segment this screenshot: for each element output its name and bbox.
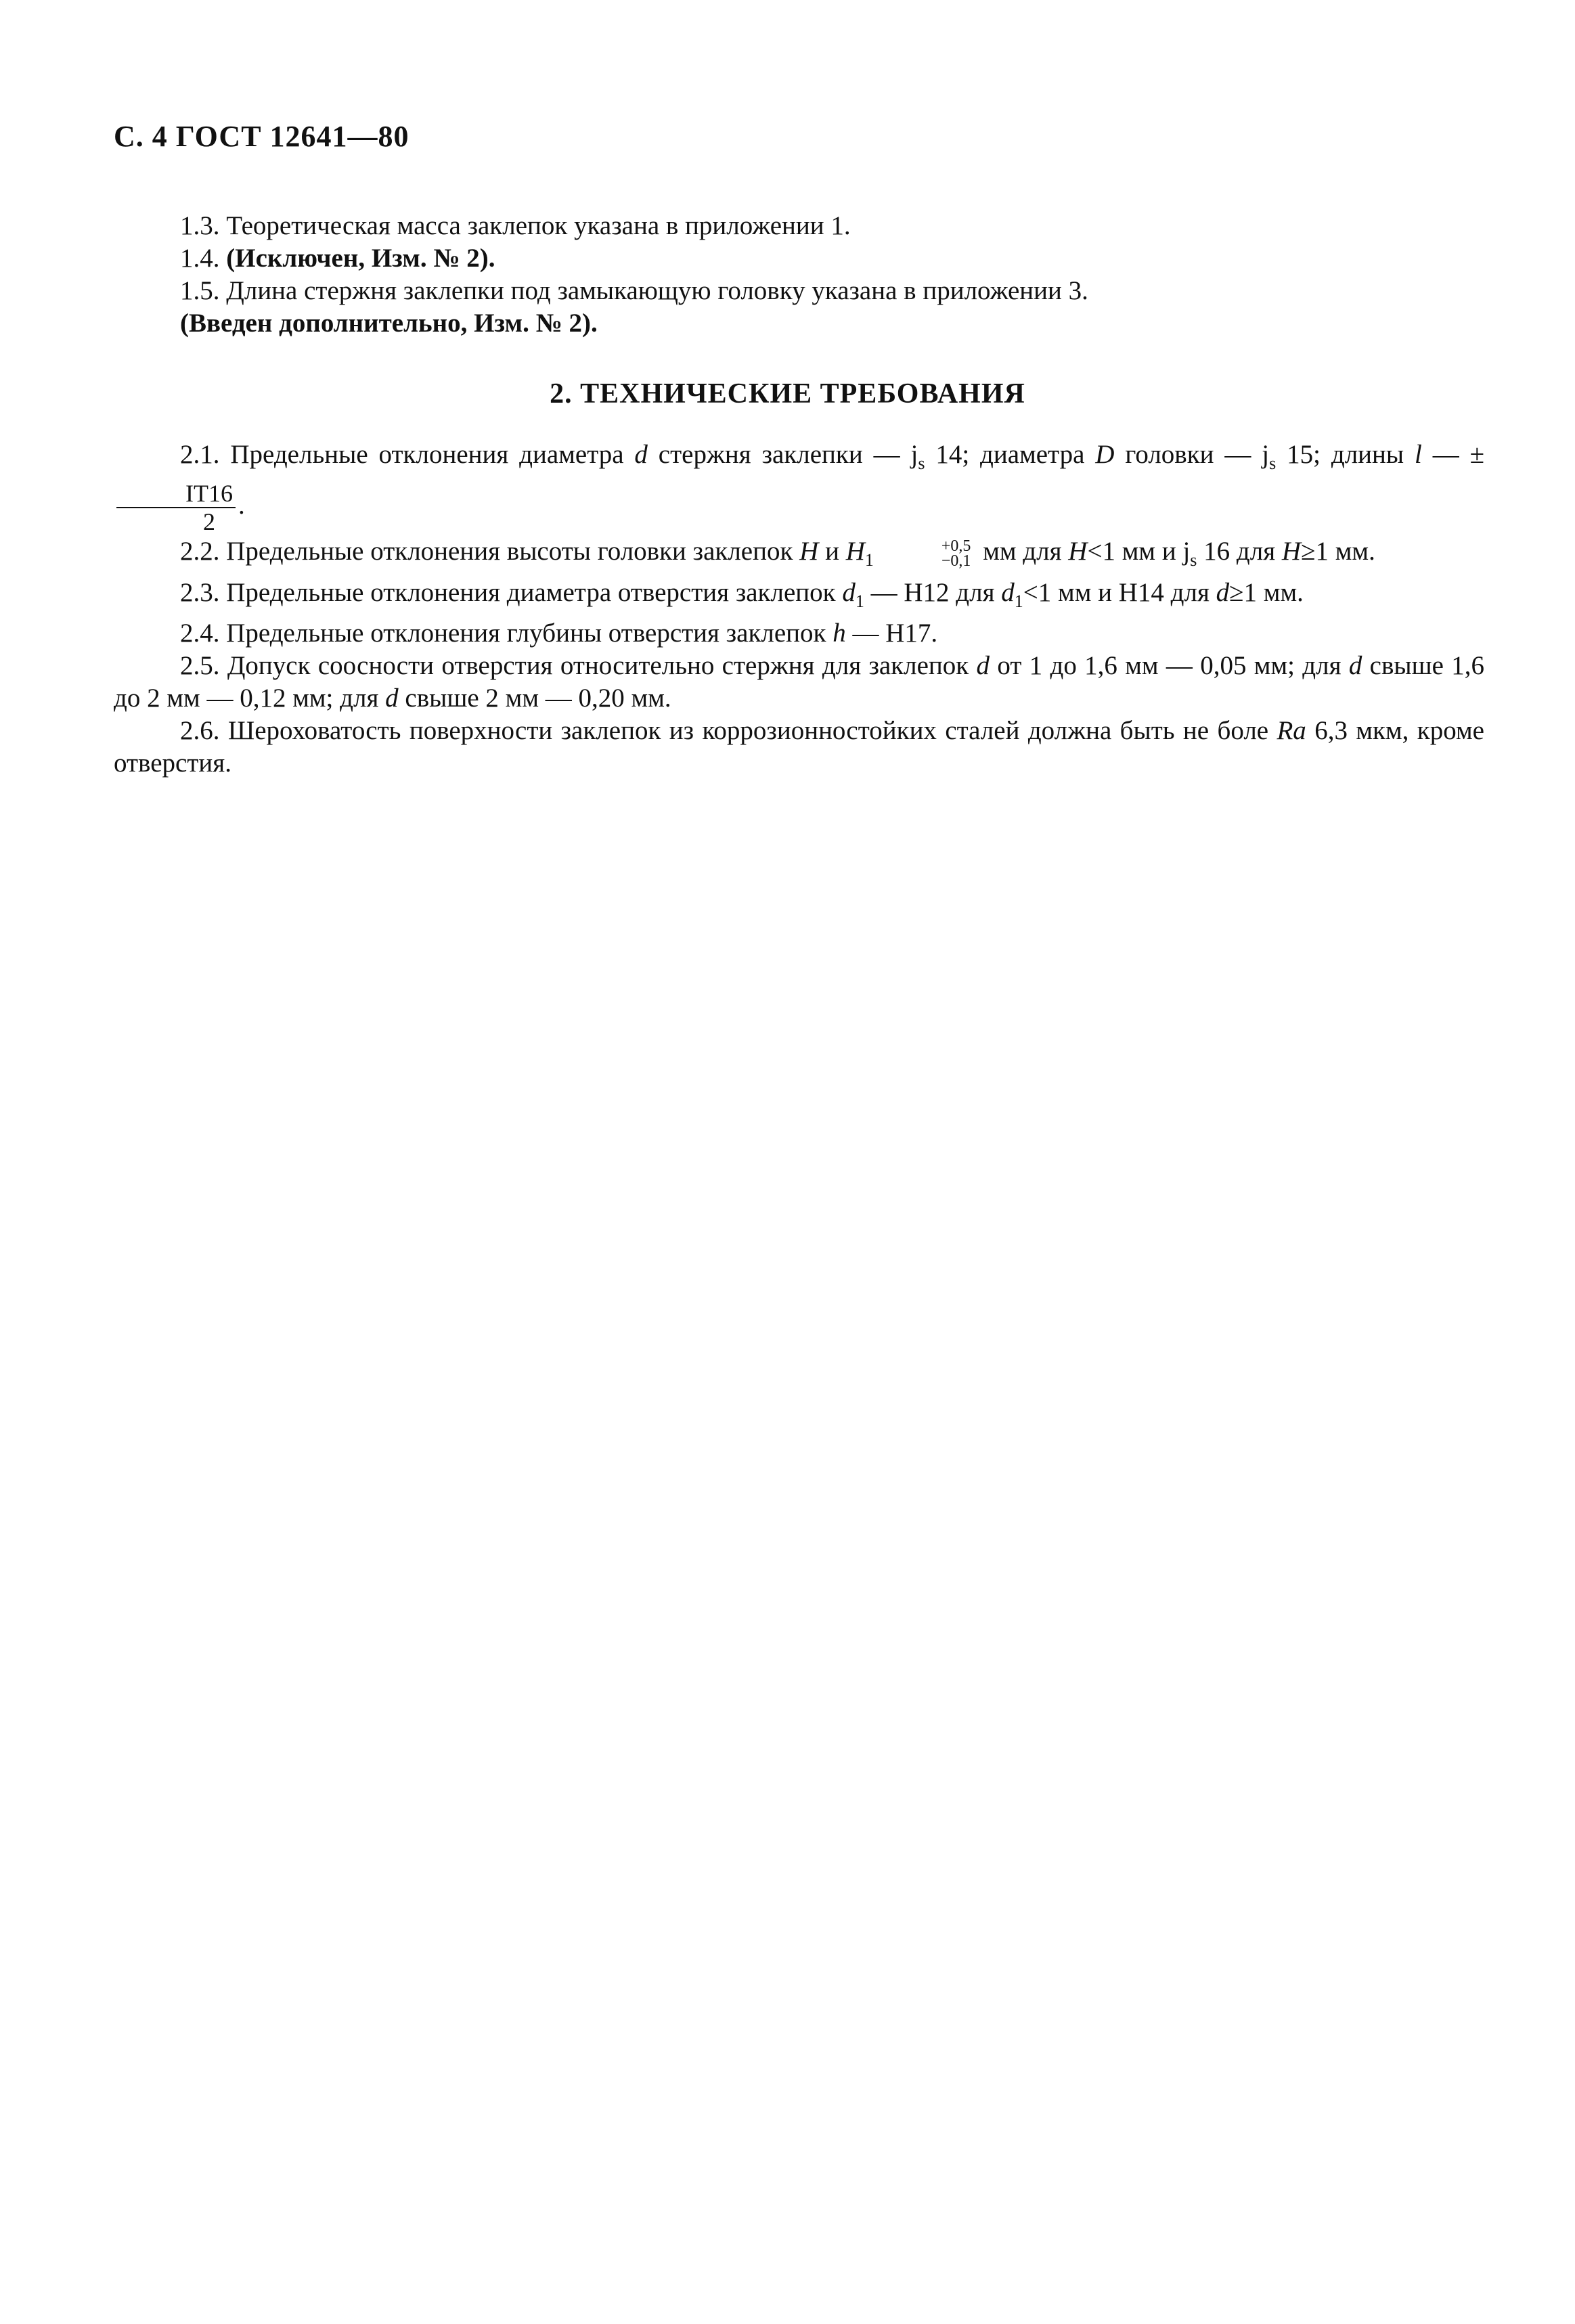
clause-2-5: 2.5. Допуск соосности отверстия относительно стержня для заклепок d от 1 до 1,6 мм — 0,05 мм; для d свыше 1,6 до 2 мм — 0,12 мм; для d свыше 2 мм — 0,20 мм. bbox=[114, 651, 1484, 713]
section-1-text bbox=[114, 210, 1484, 340]
section-2-text bbox=[114, 439, 1484, 780]
clause-1-4: 1.4. (Исключен, Изм. № 2). bbox=[180, 244, 495, 273]
tolerance-fraction: $\frac{IT16}{2}$ bbox=[116, 480, 236, 535]
clause-2-2: 2.2. Предельные отклонения высоты головки заклепок H и $H_1$ +0,5 −0,1 мм для H<1 мм и $j_s$ 16 для H≥1 мм. bbox=[180, 536, 1375, 570]
section-2-heading: 2. ТЕХНИЧЕСКИЕ ТРЕБОВАНИЯ bbox=[550, 378, 1025, 409]
clause-2-3: 2.3. Предельные отклонения диаметра отверстия заклепок $d_1$ — H12 для $d_1<1$ мм и H14 для d≥1 мм. bbox=[180, 577, 1304, 611]
page-header: С. 4 ГОСТ 12641—80 bbox=[114, 120, 409, 153]
tolerance-limits: +0,5 −0,1 bbox=[941, 537, 971, 570]
clause-2-1: 2.1. Предельные отклонения диаметра d стержня заклепки — $j_s$ 14; диаметра D головки — $j_s$ 15; длины l — ± $\frac{IT16}{2}$ . bbox=[114, 439, 1484, 535]
clause-1-5-amendment-note: (Введен дополнительно, Изм. № 2). bbox=[180, 309, 598, 338]
clause-1-5: 1.5. Длина стержня заклепки под замыкающую головку указана в приложении 3. bbox=[180, 276, 1088, 305]
clause-1-4-excluded-note: (Исключен, Изм. № 2). bbox=[226, 244, 495, 273]
clause-2-4: 2.4. Предельные отклонения глубины отверстия заклепок h — H17. bbox=[180, 619, 938, 648]
clause-2-6: 2.6. Шероховатость поверхности заклепок из коррозионностойких сталей должна быть не боле Ra 6,3 мкм, кроме отверстия. bbox=[114, 716, 1484, 778]
clause-1-3: 1.3. Теоретическая масса заклепок указана в приложении 1. bbox=[180, 211, 851, 240]
